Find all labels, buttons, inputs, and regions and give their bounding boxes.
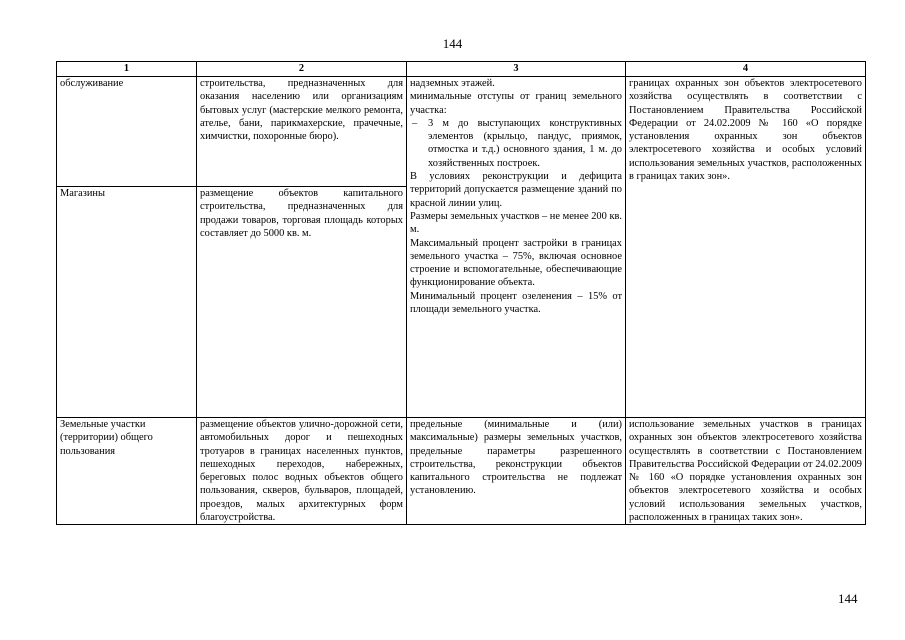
use-name-cell bbox=[57, 77, 197, 187]
restrictions-text: использование земельных участков в границах охранных зон объектов электросетевого хозяйства осуществлять в соответствии с Постановлением Правительства Российской Федерации от 24.02.2009 № 160 «О порядке установления охранных зон объектов электросетевого хозяйства и особых условий использования земельных участков, расположенных в границах таких зон». bbox=[629, 419, 862, 524]
table-row bbox=[57, 418, 866, 525]
use-description-cell bbox=[197, 187, 407, 418]
parameters-cell bbox=[407, 77, 626, 418]
param-text: предельные (минимальные и (или) максимальные) размеры земельных участков, предельные параметры разрешенного строительства, реконструкции объектов капитального строительства не подлежат установлению. bbox=[410, 419, 622, 497]
param-text: минимальные отступы от границ земельного участка: bbox=[410, 91, 622, 116]
parameters-cell bbox=[407, 418, 626, 525]
header-row bbox=[57, 62, 866, 77]
use-name-cell bbox=[57, 418, 197, 525]
use-description: размещение объектов улично-дорожной сети, автомобильных дорог и пешеходных тротуаров в границах населенных пунктов, пешеходных переходов, набережных, береговых полос водных объектов общего пользования, скверов, бульваров, площадей, проездов, малых архитектурных форм благоустройства. bbox=[200, 419, 403, 524]
regulations-table bbox=[56, 61, 866, 525]
column-header-4: 4 bbox=[626, 62, 866, 77]
use-description-cell bbox=[197, 77, 407, 187]
use-description-cell bbox=[197, 418, 407, 525]
table-row bbox=[57, 77, 866, 187]
column-header-1: 1 bbox=[57, 62, 197, 77]
restrictions-text: границах охранных зон объектов электросетевого хозяйства осуществлять в соответствии с Постановлением Правительства Российской Федерации от 24.02.2009 № 160 «О порядке установления охранных зон объектов электросетевого хозяйства и особых условий использования земельных участков, расположенных в границах таких зон». bbox=[629, 78, 862, 183]
column-header-2: 2 bbox=[197, 62, 407, 77]
setback-list bbox=[410, 117, 622, 170]
use-name: обслуживание bbox=[60, 78, 124, 89]
use-description: строительства, предназначенных для оказания населению или организациям бытовых услуг (мастерские мелкого ремонта, ателье, бани, парикмахерские, прачечные, химчистки, похоронные бюро). bbox=[200, 78, 403, 143]
param-text: Максимальный процент застройки в границах земельного участка – 75%, включая основное строение и вспомогательные, обеспечивающие функционирование объекта. bbox=[410, 237, 622, 289]
param-text: Размеры земельных участков – не менее 200 кв. м. bbox=[410, 210, 622, 236]
param-text: надземных этажей. bbox=[410, 78, 495, 89]
use-name: Земельные участки (территории) общего пользования bbox=[60, 419, 153, 457]
restrictions-cell bbox=[626, 418, 866, 525]
page-number-bottom: 144 bbox=[838, 591, 858, 606]
param-text: Минимальный процент озеленения – 15% от площади земельного участка. bbox=[410, 290, 622, 316]
list-item: – 3 м до выступающих конструктивных элементов (крыльцо, пандус, приямок, отмостка и т.д.) основного здания, 1 м. до хозяйственных построек. bbox=[428, 117, 622, 170]
use-name: Магазины bbox=[60, 188, 105, 199]
page-number-top: 144 bbox=[442, 36, 463, 51]
param-text: В условиях реконструкции и дефицита территорий допускается размещение зданий по красной линии улиц. bbox=[410, 171, 622, 209]
restrictions-cell bbox=[626, 77, 866, 418]
column-header-3: 3 bbox=[407, 62, 626, 77]
use-name-cell bbox=[57, 187, 197, 418]
use-description: размещение объектов капитального строительства, предназначенных для продажи товаров, торговая площадь которых составляет до 5000 кв. м. bbox=[200, 188, 403, 239]
